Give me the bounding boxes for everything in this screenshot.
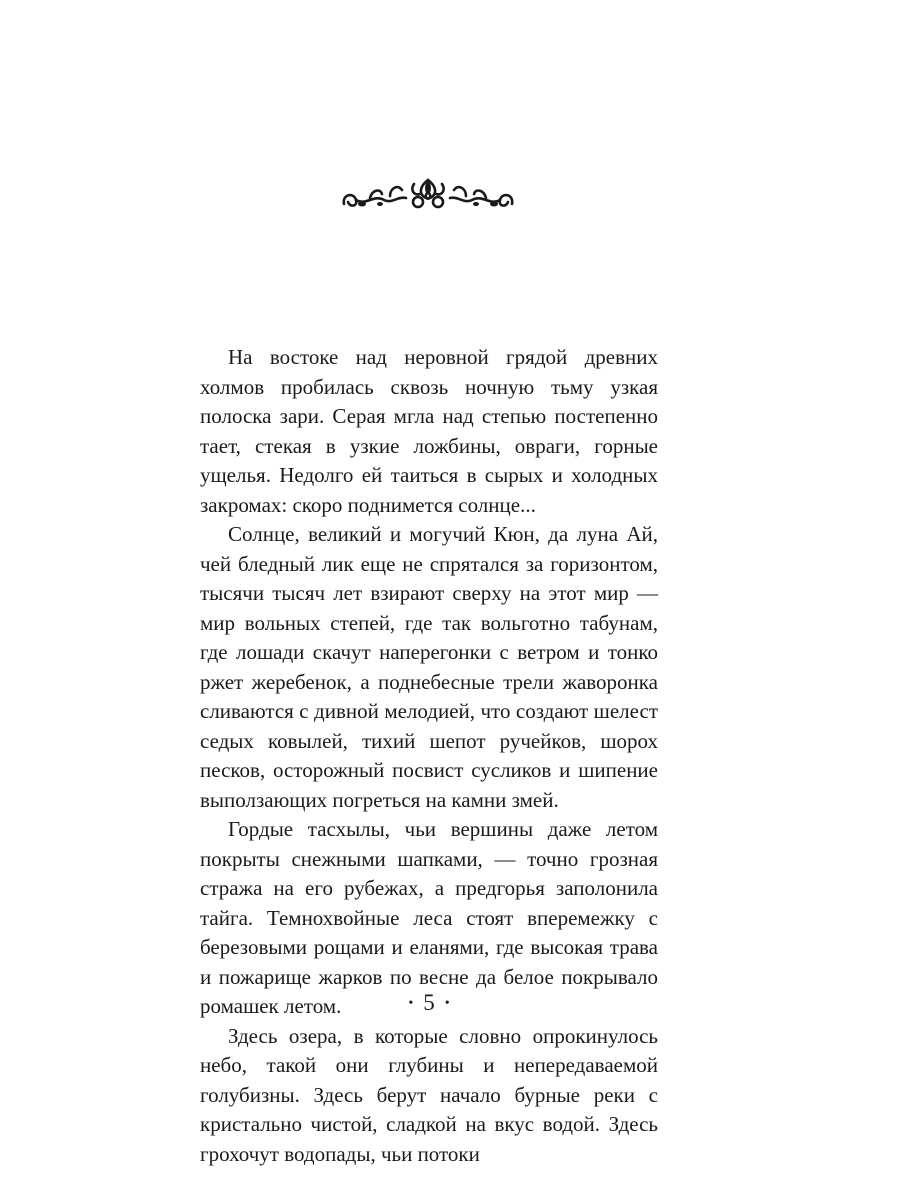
body-text [200, 343, 658, 1169]
paragraph-1: На востоке над неровной грядой древних холмов пробилась сквозь ночную тьму узкая полоска зари. Серая мгла над степью постепенно тает, стекая в узкие ложбины, овраги, горные ущелья. Недолго ей таиться в сырых и холодных закромах: скоро поднимется солнце... [200, 345, 658, 517]
paragraph-4: Здесь озера, в которые словно опрокинулось небо, такой они глубины и непередаваемой голубизны. Здесь берут начало бурные реки с кристально чистой, сладкой на вкус водой. Здесь грохочут водопады, чьи потоки [200, 1023, 658, 1166]
paragraph-3: Гордые тасхылы, чьи вершины даже летом покрыты снежными шапками, — точно грозная стража на его рубежах, а предгорья заполонила тайга. Темнохвойные леса стоят вперемежку с березовыми рощами и еланями, где высокая трава и пожарище жарков по весне да белое покрывало ромашек летом. [200, 817, 658, 1018]
folio-bullet-left: • [408, 996, 414, 1011]
page-number [0, 988, 858, 1019]
paragraph-2: Солнце, великий и могучий Кюн, да луна Ай, чей бледный лик еще не спрятался за горизонтом, тысячи тысяч лет взирают сверху на этот мир — мир вольных степей, где так вольготно табунам, где лошади скачут наперегонки с ветром и тонко ржет жеребенок, а поднебесные трели жаворонка сливаются с дивной мелодией, что создают шелест седых ковылей, тихий шепот ручейков, шорох песков, осторожный посвист сусликов и шипение выползающих погреться на камни змей. [200, 522, 658, 812]
ornament-flourish-icon [340, 174, 516, 214]
page-number-value: 5 [423, 990, 435, 1015]
folio-bullet-right: • [444, 996, 450, 1011]
